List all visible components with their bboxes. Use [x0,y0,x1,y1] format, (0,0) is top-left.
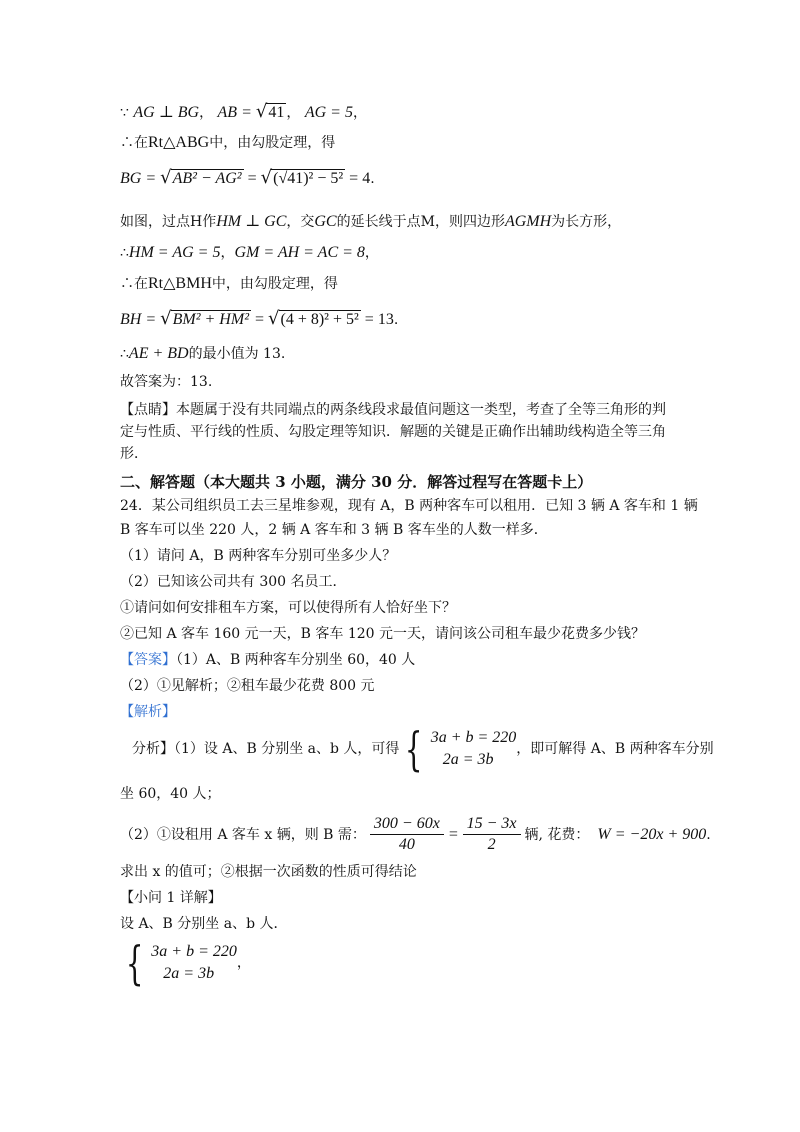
jiexi-tag: 【解析】 [120,704,176,720]
sub-question-tag: 【小问 1 详解】 [120,890,222,906]
line-rt-abg: ∴在Rt△ABG中，由勾股定理，得 [120,134,336,151]
sqrt-41: 41 [268,104,285,121]
answer-tag: 【答案】 [120,652,176,668]
line-dianjing-3: 形． [120,446,148,462]
math-ab: AB = [217,104,256,121]
analysis-line-2: 坐 60，40 人； [120,786,221,802]
line-min-value: ∴AE + BD的最小值为 13. [120,345,286,362]
line-dianjing: 【点睛】本题属于没有共同端点的两条线段求最值问题这一类型，考查了全等三角形的判 [120,402,666,418]
line-construction: 如图，过点H作HM ⊥ GC，交GC的延长线于点M，则四边形AGMH为长方形， [120,213,622,230]
question-part-2a: ①请问如何安排租车方案，可以使得所有人恰好坐下？ [120,600,456,616]
line-rt-bmh: ∴在Rt△BMH中，由勾股定理，得 [120,275,338,292]
question-line-1: 24．某公司组织员工去三星堆参观，现有 A，B 两种客车可以租用．已知 3 辆 A 客车和 1 辆 [120,498,698,514]
question-part-2: （2）已知该公司共有 300 名员工． [120,574,347,590]
answer-line-1: 【答案】（1）A、B 两种客车分别坐 60，40 人 [120,652,416,668]
line-lengths: ∴HM = AG = 5，GM = AH = AC = 8， [120,244,379,261]
formula-bg: BG = √AB² − AG² = √(√41)² − 5² = 4. [120,167,375,188]
math-perp: AG ⊥ BG [133,104,200,121]
formula-bh: BH = √BM² + HM² = √(4 + 8)² + 5² = 13. [120,308,399,329]
question-part-2b: ②已知 A 客车 160 元一天，B 客车 120 元一天，请问该公司租车最少花费多少钱？ [120,626,645,642]
part2-line-2: 求出 x 的值可；②根据一次函数的性质可得结论 [120,864,417,880]
line-answer-13: 故答案为：13. [120,374,213,390]
part2-line: （2）①设租用 A 客车 x 辆，则 B 需： $\frac{300 - 60x}{40}$ = $\frac{15 - 3x}{2}$ 辆, 花费： W = −20x + 900 . [120,815,711,853]
answer-line-2: （2）①见解析；②租车最少花费 800 元 [120,678,375,694]
equation-system: { 3a + b = 220 2a = 3b [405,722,517,776]
question-part-1: （1）请问 A，B 两种客车分别可坐多少人？ [120,548,397,564]
solution-system: { 3a + b = 220 2a = 3b ， [125,936,251,990]
cost-function: W = −20x + 900 [597,825,707,843]
line-dianjing-2: 定与性质、平行线的性质、勾股定理等知识．解题的关键是正确作出辅助线构造全等三角 [120,424,666,440]
section-heading: 二、解答题（本大题共 3 小题，满分 30 分．解答过程写在答题卡上） [120,473,593,491]
solution-line-1: 设 A、B 分别坐 a、b 人． [120,916,288,932]
math-ag: AG = 5 [304,104,353,121]
question-line-2: B 客车可以坐 220 人，2 辆 A 客车和 3 辆 B 客车坐的人数一样多． [120,522,548,538]
line-given: ∵ AG ⊥ BG， AB = √41 ， AG = 5， [120,101,367,122]
fraction-2: $\frac{15 - 3x}{2}$ [463,814,521,855]
analysis-line: 分析】（1）设 A、B 分别坐 a、b 人，可得 { 3a + b = 220 2a = 3b ，即可解得 A、B 两种客车分别 [132,722,714,776]
fraction-1: $\frac{300 - 60x}{40}$ [370,814,444,855]
